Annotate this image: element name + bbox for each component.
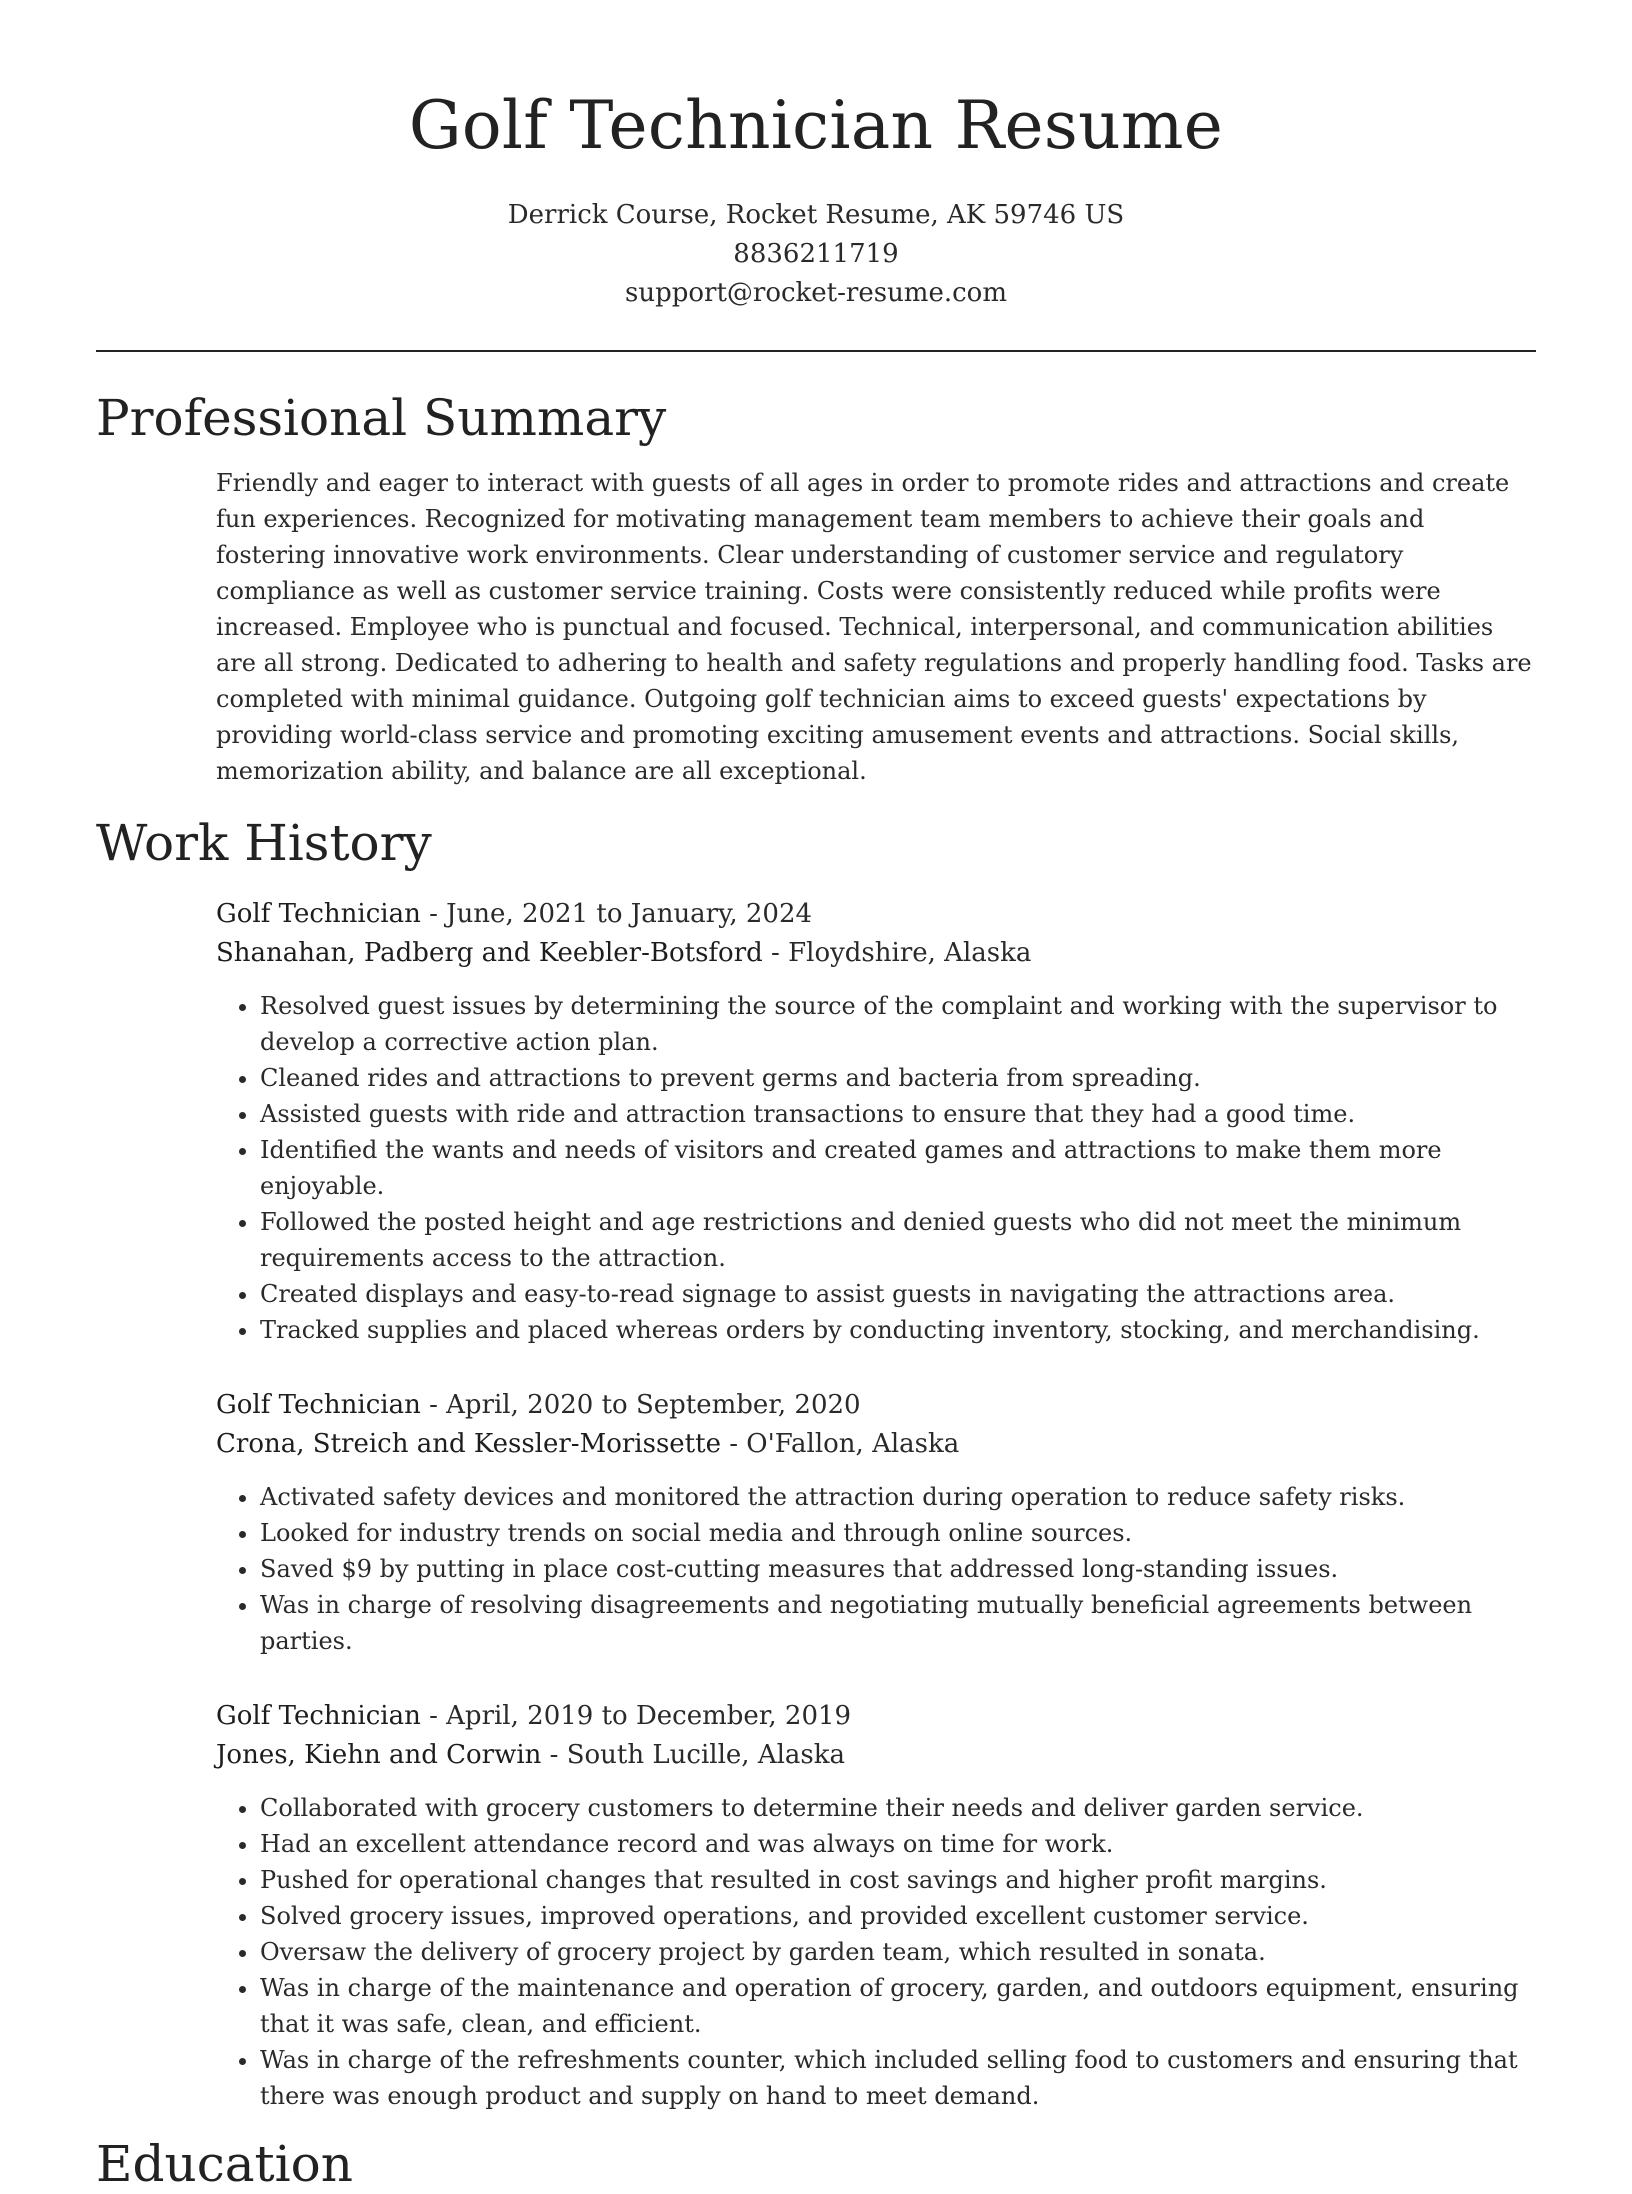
- summary-text: Friendly and eager to interact with guests of all ages in order to promote rides and attractions and create fun experiences. Recognized for motivating management team members to achieve their goals and fostering innovative work environments. Clear understanding of customer service and regulatory compliance as well as customer service training. Costs were consistently reduced while profits were increased. Employee who is punctual and focused. Technical, interpersonal, and communication abilities are all strong. Dedicated to adhering to health and safety regulations and properly handling food. Tasks are completed with minimal guidance. Outgoing golf technician aims to exceed guests' expectations by providing world-class service and promoting exciting amusement events and attractions. Social skills, memorization ability, and balance are all exceptional.: [216, 469, 1532, 785]
- contact-address: Derrick Course, Rocket Resume, AK 59746 US: [507, 200, 1125, 230]
- job-title: Golf Technician: [216, 899, 421, 929]
- resume-title: Golf Technician Resume: [408, 87, 1224, 164]
- job-bullet: • Was in charge of the maintenance and operation of grocery, garden, and outdoors equipment, ensuring that it was safe, clean, and efficient.: [260, 1970, 1536, 2042]
- section-heading-education: Education: [96, 2135, 353, 2193]
- job-bullet: • Assisted guests with ride and attraction transactions to ensure that they had a good time.: [260, 1096, 1536, 1132]
- job-bullet: • Solved grocery issues, improved operations, and provided excellent customer service.: [260, 1898, 1536, 1934]
- job-bullet: • Tracked supplies and placed whereas orders by conducting inventory, stocking, and merchandising.: [260, 1312, 1536, 1348]
- job-bullet-list: [216, 988, 1536, 1348]
- job-bullet: • Followed the posted height and age restrictions and denied guests who did not meet the minimum requirements access to the attraction.: [260, 1204, 1536, 1276]
- work-history-section: [96, 813, 1536, 2114]
- job-dates: - June, 2021 to January, 2024: [420, 899, 813, 929]
- job-title-line: [216, 895, 1536, 934]
- job-bullet: • Identified the wants and needs of visitors and created games and attractions to make them more enjoyable.: [260, 1132, 1536, 1204]
- job-bullet: • Looked for industry trends on social media and through online sources.: [260, 1515, 1536, 1551]
- job-location: - O'Fallon, Alaska: [720, 1429, 960, 1459]
- education-section: [96, 2134, 1536, 2194]
- job-title-line: [216, 1697, 1536, 1736]
- job-company: Jones, Kiehn and Corwin: [216, 1740, 542, 1770]
- job-bullet-list: [216, 1790, 1536, 2114]
- job-title: Golf Technician: [216, 1701, 421, 1731]
- job-entry: [216, 895, 1536, 1348]
- job-bullet-list: [216, 1479, 1536, 1659]
- section-heading-summary: Professional Summary: [96, 389, 667, 447]
- job-entry: [216, 1386, 1536, 1659]
- job-company-line: [216, 1425, 1536, 1464]
- job-location: - South Lucille, Alaska: [541, 1740, 846, 1770]
- job-bullet: • Pushed for operational changes that resulted in cost savings and higher profit margins.: [260, 1862, 1536, 1898]
- job-bullet: • Had an excellent attendance record and was always on time for work.: [260, 1826, 1536, 1862]
- job-company: Crona, Streich and Kessler-Morissette: [216, 1429, 721, 1459]
- job-bullet: • Activated safety devices and monitored the attraction during operation to reduce safety risks.: [260, 1479, 1536, 1515]
- contact-block: [96, 196, 1536, 313]
- job-title: Golf Technician: [216, 1390, 421, 1420]
- job-entry: [216, 1697, 1536, 2114]
- job-dates: - April, 2019 to December, 2019: [420, 1701, 852, 1731]
- job-bullet: • Was in charge of the refreshments counter, which included selling food to customers and ensuring that there was enough product and supply on hand to meet demand.: [260, 2042, 1536, 2114]
- job-bullet: • Created displays and easy-to-read signage to assist guests in navigating the attractions area.: [260, 1276, 1536, 1312]
- contact-email: support@rocket-resume.com: [624, 278, 1007, 308]
- job-company: Shanahan, Padberg and Keebler-Botsford: [216, 938, 763, 968]
- job-bullet: • Saved $9 by putting in place cost-cutting measures that addressed long-standing issues.: [260, 1551, 1536, 1587]
- job-company-line: [216, 934, 1536, 973]
- job-bullet: • Was in charge of resolving disagreements and negotiating mutually beneficial agreements between parties.: [260, 1587, 1536, 1659]
- header-divider: [96, 350, 1536, 352]
- contact-phone: 8836211719: [733, 239, 899, 269]
- job-title-line: [216, 1386, 1536, 1425]
- section-heading-work-history: Work History: [96, 814, 432, 872]
- job-bullet: • Collaborated with grocery customers to determine their needs and deliver garden service.: [260, 1790, 1536, 1826]
- job-location: - Floydshire, Alaska: [762, 938, 1032, 968]
- resume-page: [96, 0, 1536, 2194]
- job-bullet: • Resolved guest issues by determining the source of the complaint and working with the supervisor to develop a corrective action plan.: [260, 988, 1536, 1060]
- job-company-line: [216, 1736, 1536, 1775]
- job-dates: - April, 2020 to September, 2020: [420, 1390, 861, 1420]
- professional-summary-section: [96, 388, 1536, 789]
- job-bullet: • Cleaned rides and attractions to prevent germs and bacteria from spreading.: [260, 1060, 1536, 1096]
- job-bullet: • Oversaw the delivery of grocery project by garden team, which resulted in sonata.: [260, 1934, 1536, 1970]
